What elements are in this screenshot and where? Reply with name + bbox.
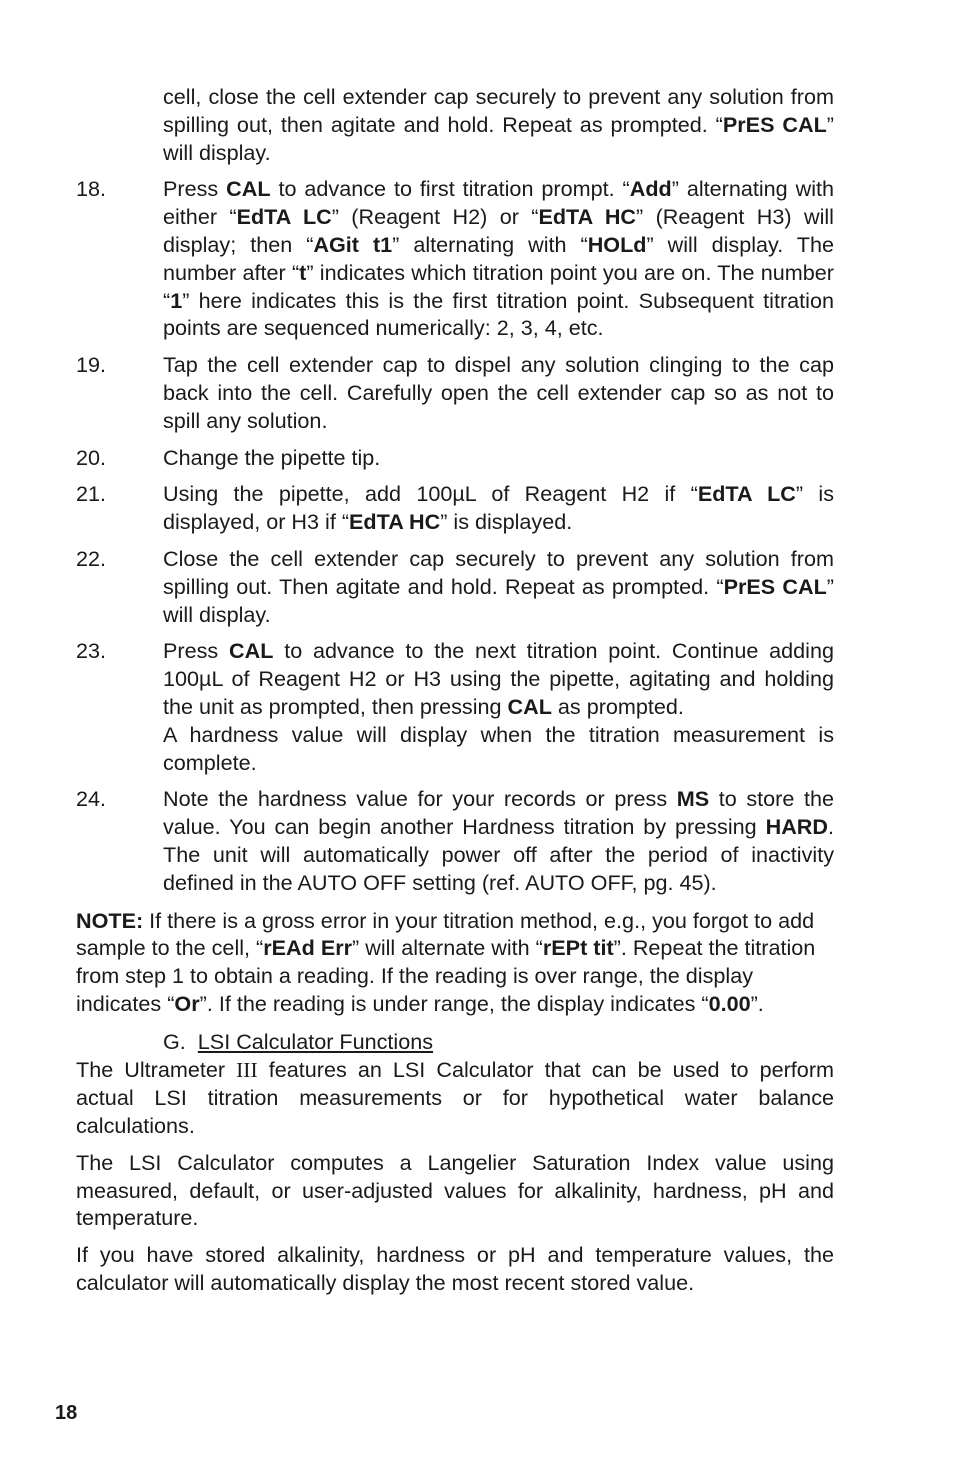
text: ” indicates which titration point you are on. The number “ xyxy=(163,259,834,313)
step-text xyxy=(163,175,834,342)
step-number: 20. xyxy=(76,444,107,470)
intro-text: cell, close the cell extender cap securely to prevent any solution from spilling out, then agitate and hold. Repeat as prompted. “ xyxy=(163,84,834,137)
text: as prompted. xyxy=(551,693,684,719)
section-letter: G. xyxy=(163,1028,186,1054)
note-paragraph xyxy=(76,907,826,1018)
display-text: 0.00 xyxy=(708,990,751,1016)
text: ” alternating with “ xyxy=(392,231,588,257)
key-label: HARD xyxy=(765,814,828,840)
key-label: CAL xyxy=(507,693,552,719)
display-text: PrES CAL xyxy=(722,111,827,137)
roman-numeral: III xyxy=(236,1057,258,1082)
step-number: 24. xyxy=(76,786,107,812)
text: ” (Reagent H2) or “ xyxy=(331,204,539,230)
step-text xyxy=(163,785,834,896)
page-content xyxy=(76,83,834,1306)
text: ” will alternate with “ xyxy=(352,935,543,961)
step-text xyxy=(163,637,834,776)
step-number: 22. xyxy=(76,545,107,571)
text: ” alternating with either “ xyxy=(163,176,835,230)
step-18 xyxy=(76,175,834,342)
note-label: NOTE: xyxy=(76,907,144,933)
display-text: EdTA HC xyxy=(349,509,441,535)
text: Note the hardness value for your records or press xyxy=(163,786,677,812)
key-label: MS xyxy=(676,786,710,812)
text: ” (Reagent H3) will display; then “ xyxy=(163,204,834,257)
text: . The unit will automatically power off after the period of inactivity defined in the AUTO OFF setting (ref. AUTO OFF, pg. 45). xyxy=(163,814,834,895)
display-text: AGit t1 xyxy=(313,231,393,257)
paragraph-lsi-computes: The LSI Calculator computes a Langelier Saturation Index value using measured, default, or user-adjusted values for alkalinity, hardness, pH and temperature. xyxy=(76,1149,834,1231)
display-text: rEAd Err xyxy=(263,935,353,961)
display-text: EdTA LC xyxy=(697,481,796,507)
text: ”. If the reading is under range, the display indicates “ xyxy=(199,990,709,1016)
display-text: Or xyxy=(174,990,200,1016)
text: Press xyxy=(163,638,229,664)
step-22 xyxy=(76,545,834,628)
text: ” is displayed. xyxy=(440,509,573,535)
display-text: EdTA LC xyxy=(236,204,332,230)
step-number: 23. xyxy=(76,638,107,664)
display-text: EdTA HC xyxy=(538,204,637,230)
text: ”. xyxy=(750,990,764,1016)
section-heading xyxy=(163,1028,834,1056)
text: A hardness value will display when the titration measurement is complete. xyxy=(163,721,834,775)
intro-paragraph xyxy=(163,83,834,166)
step-24 xyxy=(76,785,834,896)
text: Close the cell extender cap securely to prevent any solution from spilling out. Then agitate and hold. Repeat as prompted. “ xyxy=(163,545,834,599)
step-number: 18. xyxy=(76,176,107,202)
paragraph-lsi-stored: If you have stored alkalinity, hardness or pH and temperature values, the calculator will automatically display the most recent stored value. xyxy=(76,1242,834,1296)
text: Press xyxy=(163,176,227,202)
key-label: CAL xyxy=(229,638,274,664)
step-text xyxy=(163,545,834,628)
step-number: 19. xyxy=(76,352,107,378)
step-23 xyxy=(76,637,834,776)
display-text: Add xyxy=(629,176,672,202)
text: ” here indicates this is the first titration point. Subsequent titration points are sequenced numerically: 2, 3, 4, etc. xyxy=(163,287,834,341)
text: ” will display. The number after “ xyxy=(163,231,835,285)
step-21 xyxy=(76,480,834,536)
text: features an LSI Calculator that can be used to perform actual LSI titration measurements or for hypothetical water balance calculations. xyxy=(76,1056,834,1139)
text: to store the value. You can begin another Hardness titration by pressing xyxy=(163,786,834,840)
step-text: Tap the cell extender cap to dispel any solution clinging to the cap back into the cell. Carefully open the cell extender cap so as not to spill any solution. xyxy=(163,352,834,433)
text: The Ultrameter xyxy=(76,1056,237,1082)
paragraph-lsi-intro xyxy=(76,1056,834,1140)
display-text: t xyxy=(299,259,307,285)
page-number: 18 xyxy=(55,1402,78,1424)
text: ” will display. xyxy=(163,573,834,627)
intro-text: ” will display. xyxy=(163,111,834,165)
text: ”. Repeat the titration from step 1 to obtain a reading. If the reading is over range, the display indicates “ xyxy=(76,935,816,1016)
display-text: HOLd xyxy=(587,231,647,257)
section-title: LSI Calculator Functions xyxy=(197,1028,434,1054)
display-text: PrES CAL xyxy=(723,573,827,599)
text: ” is displayed, or H3 if “ xyxy=(163,481,834,535)
display-text: rEPt tit xyxy=(542,935,614,961)
step-number: 21. xyxy=(76,481,107,507)
step-text: Change the pipette tip. xyxy=(163,444,381,470)
step-text xyxy=(163,480,834,536)
text: to advance to first titration prompt. “ xyxy=(270,176,630,202)
step-20 xyxy=(76,444,834,472)
display-text: 1 xyxy=(170,287,183,313)
text: to advance to the next titration point. Continue adding 100µL of Reagent H2 or H3 using the pipette, agitating and holding the unit as prompted, then pressing xyxy=(163,638,834,719)
step-19 xyxy=(76,351,834,434)
key-label: CAL xyxy=(226,176,271,202)
text: Using the pipette, add 100µL of Reagent H2 if “ xyxy=(163,481,698,507)
text: If there is a gross error in your titration method, e.g., you forgot to add sample to the cell, “ xyxy=(76,907,815,961)
